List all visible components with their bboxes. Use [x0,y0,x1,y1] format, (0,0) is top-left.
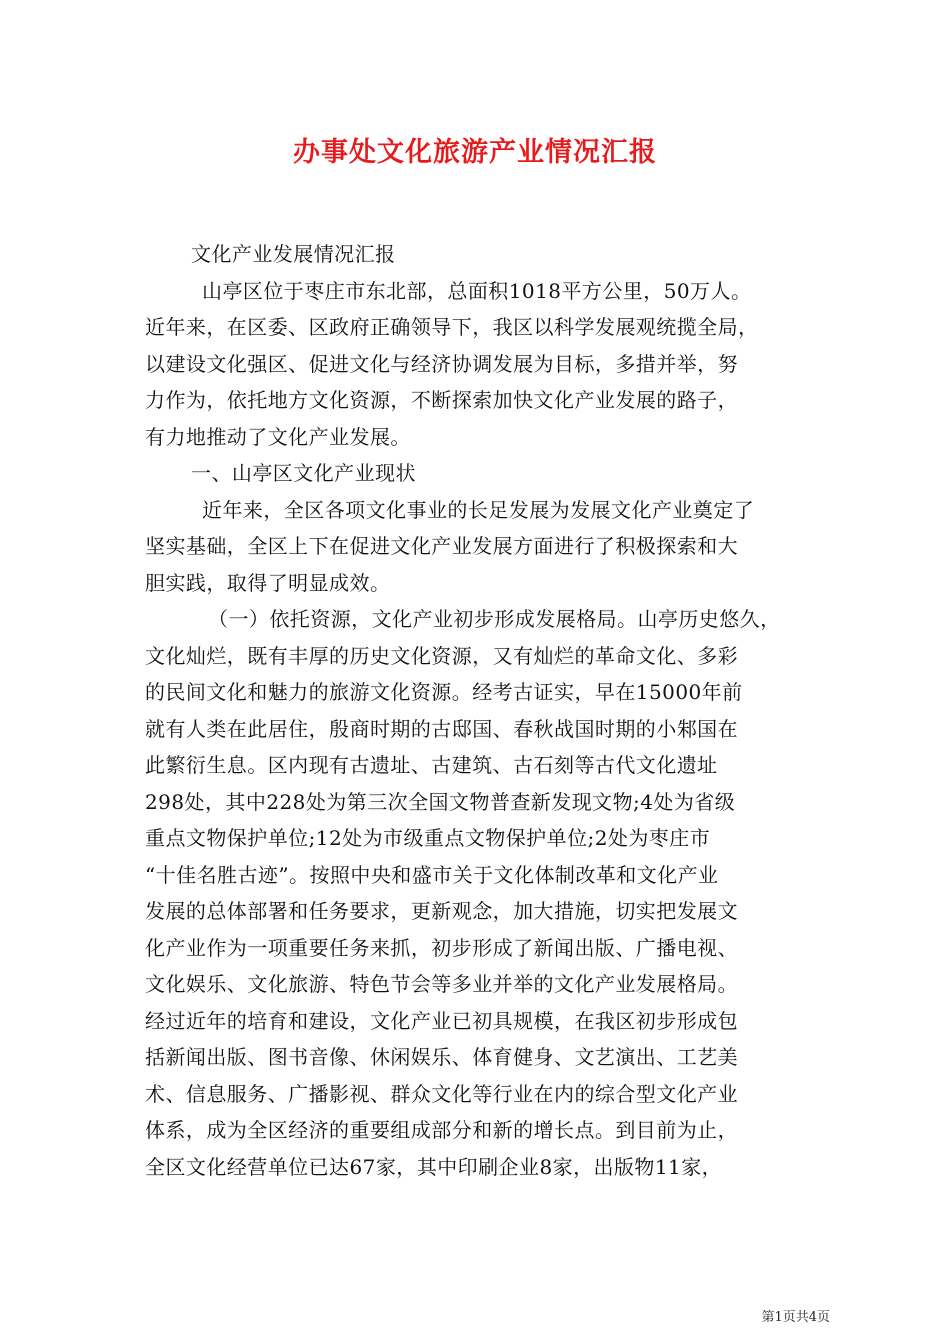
text-line: （一）依托资源，文化产业初步形成发展格局。山亭历史悠久， [208,607,781,631]
text-line: 胆实践，取得了明显成效。 [145,570,391,595]
text-line: 全区文化经营单位已达67家，其中印刷企业8家，出版物11家， [145,1154,723,1179]
text-line: 近年来，在区委、区政府正确领导下，我区以科学发展观统揽全局， [145,315,759,339]
text-line: 298处，其中228处为第三次全国文物普查新发现文物;4处为省级 [145,789,736,814]
text-line: 近年来，全区各项文化事业的长足发展为发展文化产业奠定了 [202,497,755,522]
text-line: 山亭区位于枣庄市东北部，总面积1018平方公里，50万人。 [202,278,752,303]
text-line: “十佳名胜古迹”。按照中央和盛市关于文化体制改革和文化产业 [145,862,719,887]
document-title: 办事处文化旅游产业情况汇报 [293,137,657,168]
text-line: 括新闻出版、图书音像、休闲娱乐、体育健身、文艺演出、工艺美 [145,1045,739,1069]
text-line: 有力地推动了文化产业发展。 [145,424,411,449]
text-line: 就有人类在此居住，殷商时期的古邸国、春秋战国时期的小邾国在 [145,716,739,741]
text-line: 文化娱乐、文化旅游、特色节会等多业并举的文化产业发展格局。 [145,972,739,996]
text-line: 以建设文化强区、促进文化与经济协调发展为目标，多措并举，努 [145,351,739,376]
text-line: 体系，成为全区经济的重要组成部分和新的增长点。到目前为止， [145,1118,739,1142]
text-line: 发展的总体部署和任务要求，更新观念，加大措施，切实把发展文 [145,899,739,923]
text-line: 化产业作为一项重要任务来抓，初步形成了新闻出版、广播电视、 [145,935,739,960]
text-line: 术、信息服务、广播影视、群众文化等行业在内的综合型文化产业 [145,1081,739,1106]
text-line: 经过近年的培育和建设，文化产业已初具规模，在我区初步形成包 [145,1008,739,1033]
page-number: 第1页共4页 [761,1310,830,1325]
text-line: 重点文物保护单位;12处为市级重点文物保护单位;2处为枣庄市 [145,826,711,850]
text-line: 文化灿烂，既有丰厚的历史文化资源，又有灿烂的革命文化、多彩 [145,643,739,668]
text-line: 的民间文化和魅力的旅游文化资源。经考古证实，早在15000年前 [145,680,743,704]
text-line: 坚实基础，全区上下在促进文化产业发展方面进行了积极探索和大 [145,534,739,558]
subtitle-line: 文化产业发展情况汇报 [191,242,396,266]
document-body [145,236,815,1185]
text-line: 此繁衍生息。区内现有古遗址、古建筑、古石刻等古代文化遗址 [145,753,718,777]
text-line: 力作为，依托地方文化资源，不断探索加快文化产业发展的路子， [145,388,739,412]
section-heading: 一、山亭区文化产业现状 [191,461,416,485]
